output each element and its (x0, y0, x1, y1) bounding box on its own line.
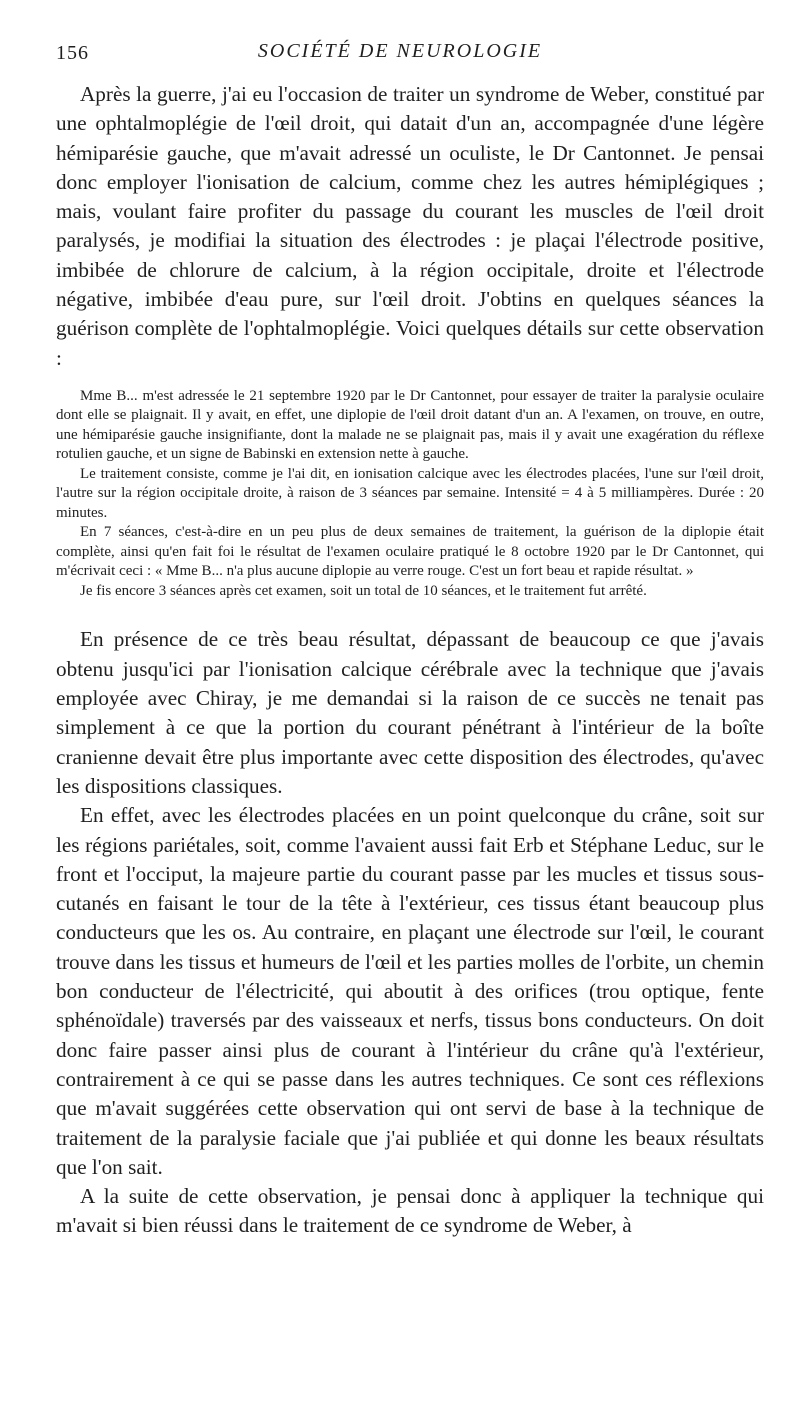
body-paragraph: Après la guerre, j'ai eu l'occasion de traiter un syndrome de Weber, constitué par une ophtalmoplégie de l'œil droit, qui datait d'un an, accompagnée d'une légère hémiparésie gauche, que m'avait adressé un oculiste, le Dr Cantonnet. Je pensai donc employer l'ionisation de calcium, comme chez les autres hémiplégiques ; mais, voulant faire profiter du passage du courant les muscles de l'œil droit paralysés, je modifiai la situation des électrodes : je plaçai l'électrode positive, imbibée de chlorure de calcium, à la région occipitale, droite et l'électrode négative, imbibée d'eau pure, sur l'œil droit. J'obtins en quelques séances la guérison complète de l'ophtalmoplégie. Voici quelques détails sur cette observation : (56, 82, 764, 370)
observation-paragraph: Je fis encore 3 séances après cet examen, soit un total de 10 séances, et le traitement fut arrêté. (80, 582, 647, 599)
discussion-block (56, 625, 764, 1240)
observation-paragraph: Le traitement consiste, comme je l'ai dit, en ionisation calcique avec les électrodes placées, l'une sur l'œil droit, l'autre sur la région occipitale droite, à raison de 3 séances par semaine. Intensité = 4 à 5 milliampères. Durée : 20 minutes. (56, 465, 764, 521)
page-number: 156 (56, 42, 89, 64)
observation-paragraph: Mme B... m'est adressée le 21 septembre 1920 par le Dr Cantonnet, pour essayer de traiter la paralysie oculaire dont elle se plaignait. Il y avait, en effet, une diplopie de l'œil droit datant d'un an. A l'examen, on trouve, en outre, une hémiparésie gauche insignifiante, dont la malade ne se plaignait pas, mais il y avait une exagération du réflexe rotulien gauche, et un signe de Babinski en extension nette à gauche. (56, 387, 764, 463)
page-header (0, 36, 800, 76)
page-body (56, 80, 764, 1241)
body-paragraph: En présence de ce très beau résultat, dépassant de beaucoup ce que j'avais obtenu jusqu'ici par l'ionisation calcique cérébrale avec la technique que j'avais employée avec Chiray, je me demandai si la raison de ce succès ne tenait pas simplement à ce que la portion du courant pénétrant à l'intérieur de la boîte cranienne devait être plus importante avec cette disposition des électrodes, qu'avec les dispositions classiques. (56, 627, 764, 798)
body-paragraph: En effet, avec les électrodes placées en un point quelconque du crâne, soit sur les régions pariétales, soit, comme l'avaient aussi fait Erb et Stéphane Leduc, sur le front et l'occiput, la majeure partie du courant passe par les mucles et tissus sous-cutanés en faisant le tour de la tête à l'extérieur, ces tissus étant beaucoup plus conducteurs que les os. Au contraire, en plaçant une électrode sur l'œil, le courant trouve dans les tissus et humeurs de l'œil et les parties molles de l'orbite, un chemin bon conducteur de l'électricité, qui aboutit à des orifices (trou optique, fente sphénoïdale) traversés par des vaisseaux et nerfs, tissus bons conducteurs. On doit donc faire passer ainsi plus de courant à l'intérieur du crâne qu'à l'extérieur, contrairement à ce qui se passe dans les autres techniques. Ce sont ces réflexions que m'avait suggérées cette observation qui ont servi de base à la technique de traitement de la paralysie faciale que j'ai publiée et qui donne les beaux résultats que l'on sait. (56, 803, 764, 1179)
observation-paragraph: En 7 séances, c'est-à-dire en un peu plus de deux semaines de traitement, la guérison de la diplopie était complète, ainsi qu'en fait foi le résultat de l'examen oculaire pratiqué le 8 octobre 1920 par le Dr Cantonnet, qui m'écrivait ceci : « Mme B... n'a plus aucune diplopie au verre rouge. C'est un fort beau et rapide résultat. » (56, 524, 764, 580)
running-title: SOCIÉTÉ DE NEUROLOGIE (257, 40, 543, 62)
body-paragraph: A la suite de cette observation, je pensai donc à appliquer la technique qui m'avait si bien réussi dans le traitement de ce syndrome de Weber, à (56, 1184, 764, 1238)
observation-block (56, 387, 764, 602)
